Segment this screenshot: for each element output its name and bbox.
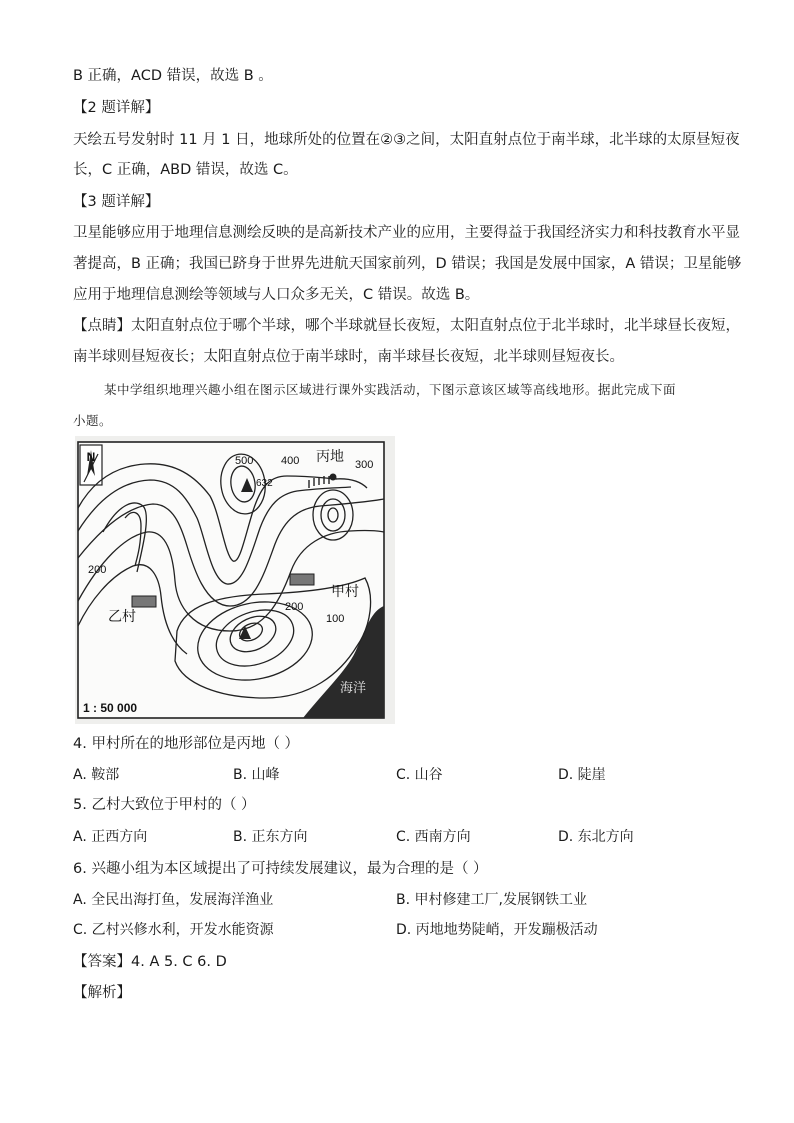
analysis-heading: 【解析】 [73, 985, 131, 1001]
option-a[interactable]: A. 正西方向 [73, 829, 148, 845]
contour-label: 632 [256, 478, 273, 489]
contour-label: 300 [355, 459, 374, 471]
contour-label: 500 [235, 455, 254, 467]
option-d[interactable]: D. 陡崖 [558, 767, 606, 783]
option-d[interactable]: D. 东北方向 [558, 829, 634, 845]
jia-label: 甲村 [331, 583, 359, 599]
sea-label: 海洋 [340, 680, 367, 695]
option-b[interactable]: B. 正东方向 [233, 829, 308, 845]
text-line: B 正确，ACD 错误，故选 B 。 [73, 68, 273, 84]
scale-label: 1 : 50 000 [83, 701, 138, 715]
text-line: 应用于地理信息测绘等领域与人口众多无关，C 错误。故选 B。 [73, 287, 480, 303]
text-line: 南半球则昼短夜长；太阳直射点位于南半球时，南半球昼长夜短，北半球则昼短夜长。 [73, 349, 624, 365]
section-heading: 【3 题详解】 [73, 194, 160, 210]
contour-map [75, 436, 395, 724]
yi-village-icon [132, 596, 156, 607]
option-b[interactable]: B. 甲村修建工厂,发展钢铁工业 [396, 892, 587, 908]
contour-label: 200 [88, 564, 107, 576]
text-line: 天绘五号发射时 11 月 1 日，地球所处的位置在②③之间，太阳直射点位于南半球，北半球的太原昼短夜 [73, 132, 740, 148]
text-line: 长，C 正确，ABD 错误，故选 C。 [73, 162, 298, 178]
question-stem: 4. 甲村所在的地形部位是丙地（ ） [73, 736, 300, 752]
question-intro: 某中学组织地理兴趣小组在图示区域进行课外实践活动，下图示意该区域等高线地形。据此完成下面 [104, 382, 677, 397]
answer-label: 【答案】 [73, 954, 131, 970]
option-d[interactable]: D. 丙地地势陡峭，开发蹦极活动 [396, 922, 598, 938]
jia-village-icon [290, 574, 314, 585]
bing-label: 丙地 [316, 448, 344, 464]
question-intro: 小题。 [73, 413, 113, 428]
contour-label: 200 [285, 601, 304, 613]
yi-label: 乙村 [108, 608, 136, 624]
section-heading: 【2 题详解】 [73, 100, 160, 116]
bing-location-icon [330, 474, 337, 481]
text-line: 卫星能够应用于地理信息测绘反映的是高新技术产业的应用，主要得益于我国经济实力和科技教育水平显 [73, 225, 740, 241]
answer-row [73, 952, 227, 972]
option-a[interactable]: A. 鞍部 [73, 767, 120, 783]
option-c[interactable]: C. 西南方向 [396, 829, 471, 845]
question-stem: 5. 乙村大致位于甲村的（ ） [73, 797, 256, 813]
north-label: N [86, 450, 96, 464]
answer-value: 4. A 5. C 6. D [131, 954, 227, 970]
contour-label: 400 [281, 455, 300, 467]
text-line: 著提高，B 正确；我国已跻身于世界先进航天国家前列，D 错误；我国是发展中国家，A 错误；卫星能够 [73, 256, 742, 272]
contour-label: 100 [326, 613, 345, 625]
option-a[interactable]: A. 全民出海打鱼，发展海洋渔业 [73, 892, 274, 908]
option-c[interactable]: C. 山谷 [396, 767, 443, 783]
option-c[interactable]: C. 乙村兴修水利，开发水能资源 [73, 922, 274, 938]
question-stem: 6. 兴趣小组为本区域提出了可持续发展建议，最为合理的是（ ） [73, 861, 488, 877]
text-line: 【点睛】太阳直射点位于哪个半球，哪个半球就昼长夜短，太阳直射点位于北半球时，北半球昼长夜短， [73, 318, 740, 334]
option-b[interactable]: B. 山峰 [233, 767, 280, 783]
